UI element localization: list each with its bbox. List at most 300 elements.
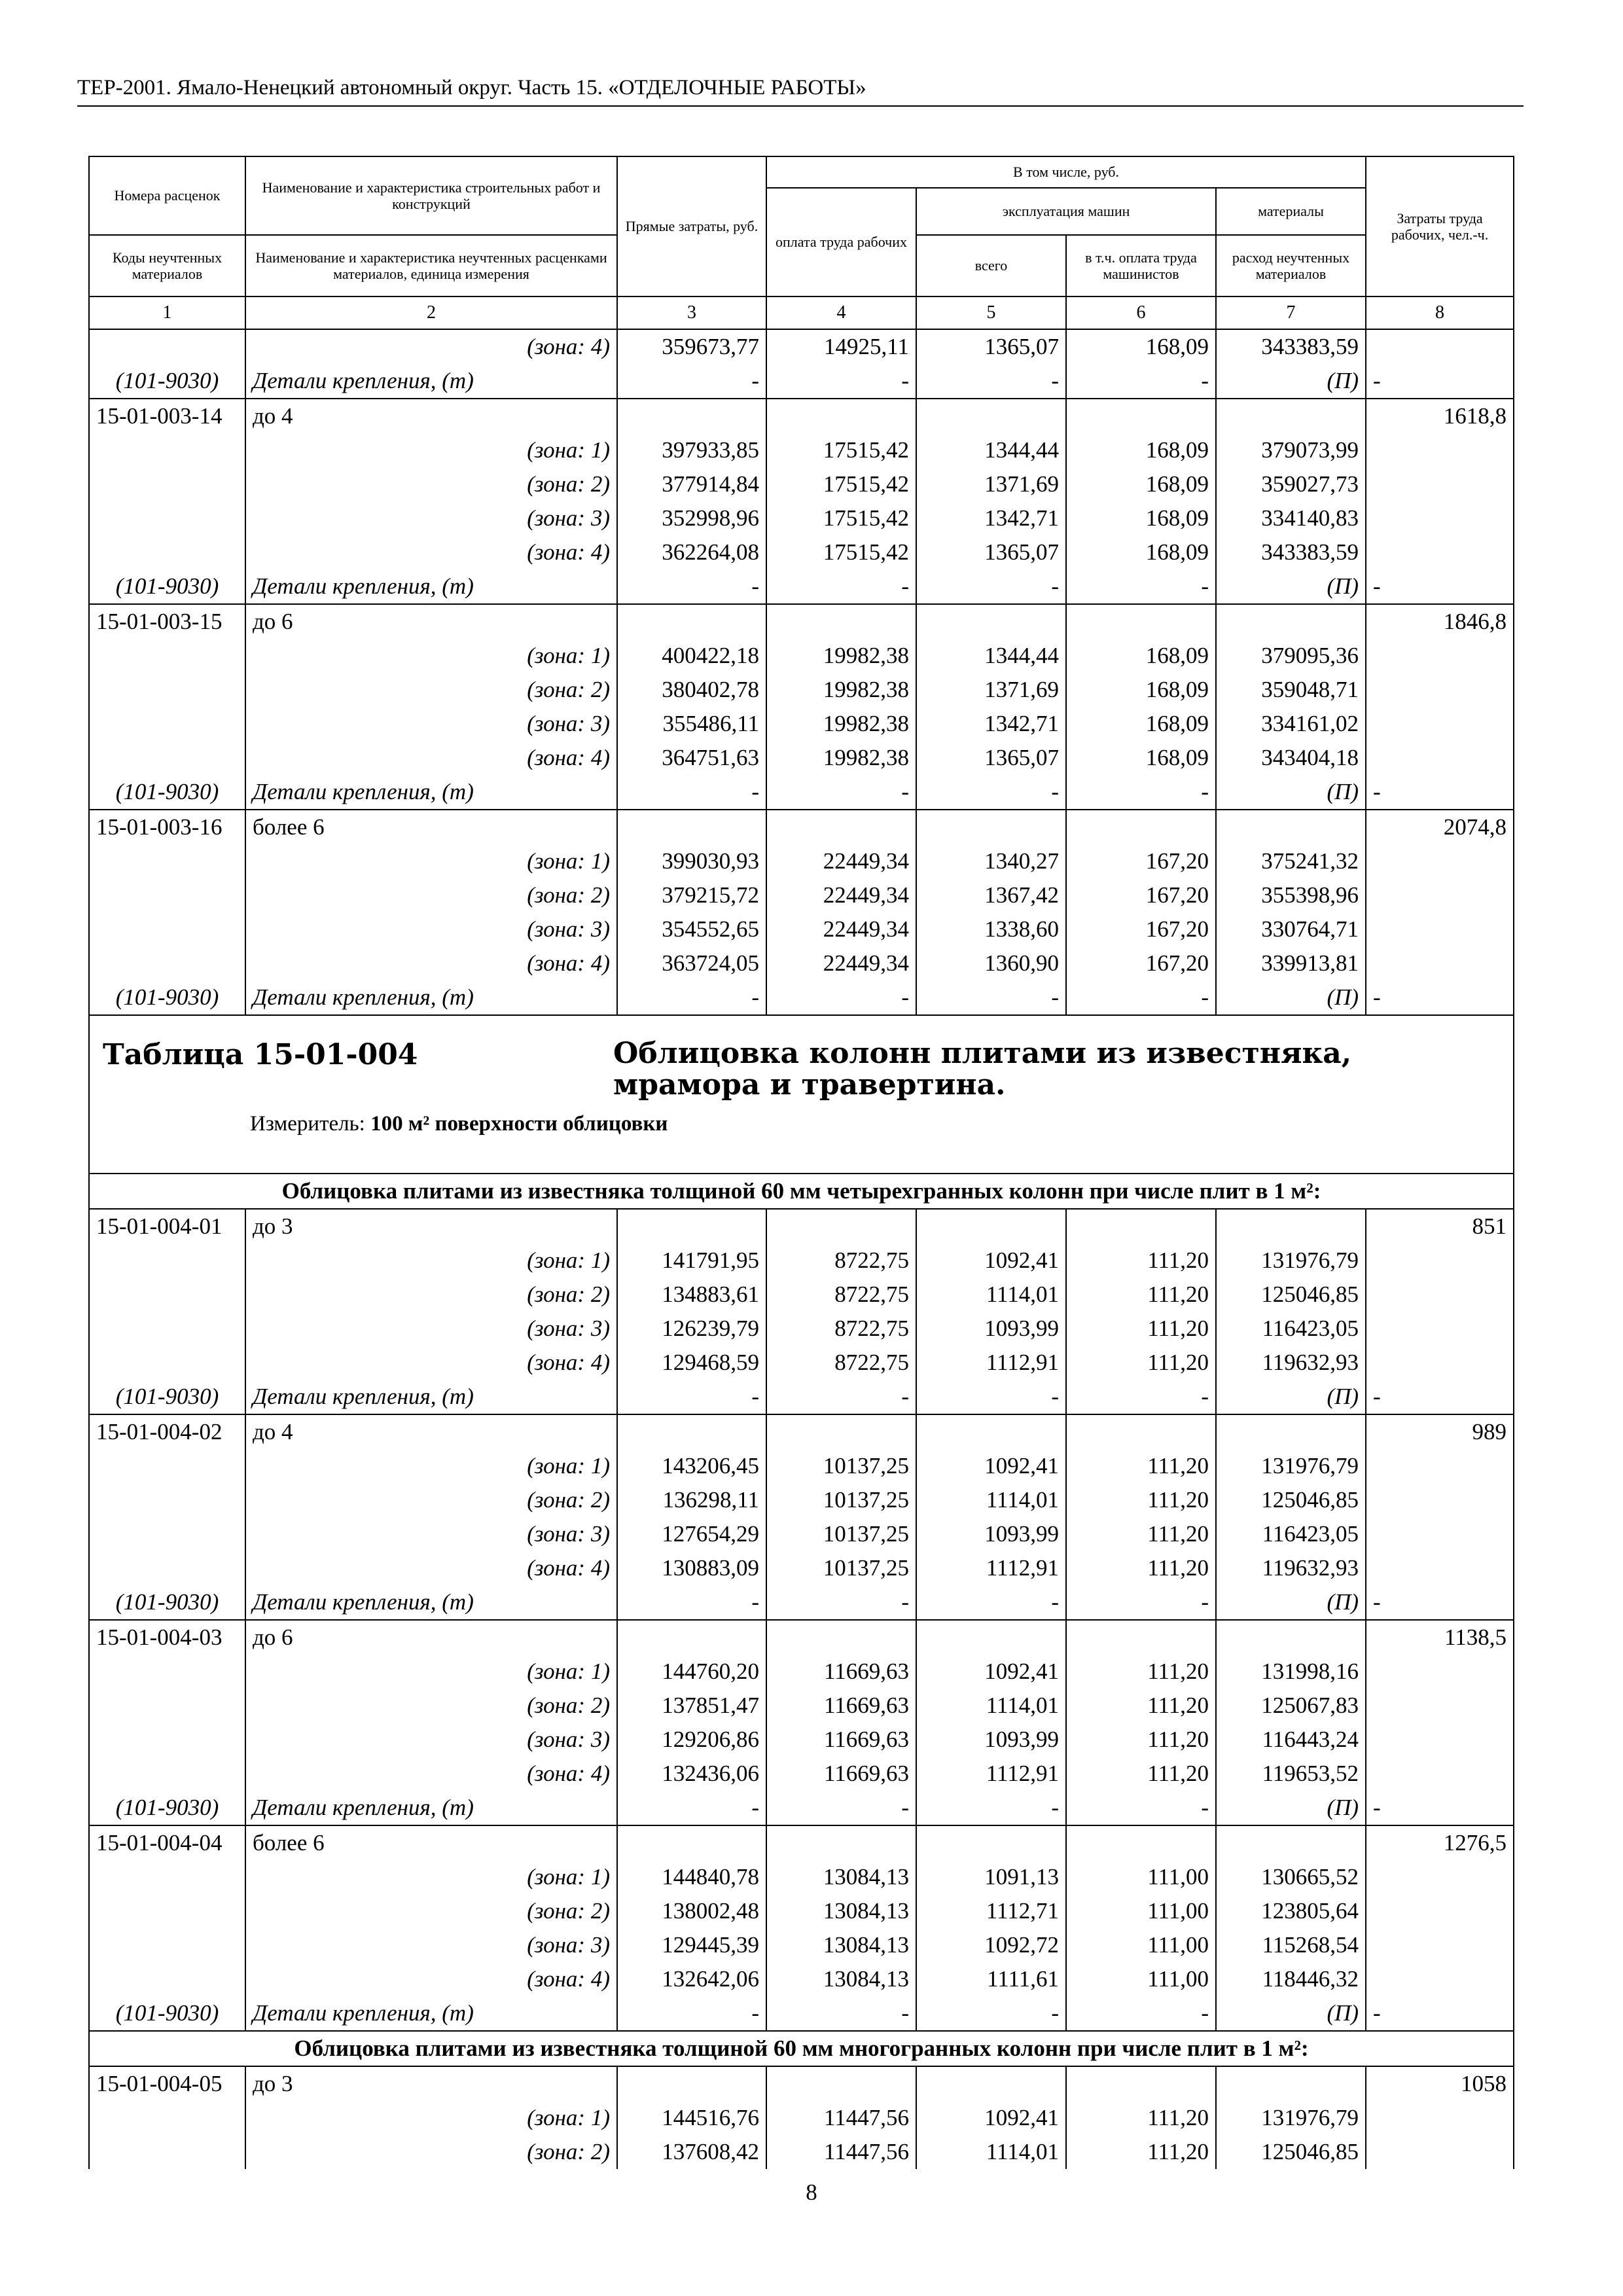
table-row — [89, 844, 1514, 878]
table-title: Облицовка колонн плитами из известняка, мрамора и травертина. — [613, 1037, 1352, 1102]
cell-machinists: 111,20 — [1066, 2101, 1216, 2135]
col-num: 8 — [1366, 296, 1514, 329]
cell-wages: 19982,38 — [766, 673, 916, 707]
cell-direct: 362264,08 — [617, 535, 766, 569]
zone-label: (зона: 2) — [245, 467, 617, 501]
cell-machines: 1112,91 — [916, 1346, 1066, 1380]
cell-direct: 144760,20 — [617, 1655, 766, 1689]
cell-direct: 129206,86 — [617, 1723, 766, 1757]
cell-wages: 13084,13 — [766, 1894, 916, 1928]
col-wages: оплата труда рабочих — [766, 188, 916, 296]
table-row — [89, 1312, 1514, 1346]
cell-materials: 343383,59 — [1216, 329, 1366, 364]
cell-machines: 1360,90 — [916, 946, 1066, 980]
meter-label: Измеритель: — [250, 1111, 365, 1136]
cell-materials: 125046,85 — [1216, 1483, 1366, 1517]
meter-line — [103, 1112, 1500, 1136]
cell-materials: 119653,52 — [1216, 1757, 1366, 1791]
cell-machinists: 168,09 — [1066, 673, 1216, 707]
col-materials: материалы — [1216, 188, 1366, 235]
cell-machinists: 168,09 — [1066, 467, 1216, 501]
col-labor: Затраты труда рабочих, чел.-ч. — [1366, 156, 1514, 296]
rate-labor: 1276,5 — [1366, 1825, 1514, 1860]
cell-machinists: 111,20 — [1066, 1483, 1216, 1517]
cell-wages: 17515,42 — [766, 501, 916, 535]
cell-materials: 375241,32 — [1216, 844, 1366, 878]
table-row — [89, 1278, 1514, 1312]
cell-machinists: 167,20 — [1066, 844, 1216, 878]
material-row — [89, 980, 1514, 1015]
rate-labor: 851 — [1366, 1209, 1514, 1244]
material-code: (101-9030) — [89, 1380, 245, 1414]
cell-wages: 11669,63 — [766, 1689, 916, 1723]
table-row — [89, 878, 1514, 912]
cell-direct: 136298,11 — [617, 1483, 766, 1517]
dash: - — [1366, 1996, 1514, 2031]
dash: - — [1366, 364, 1514, 399]
table-row — [89, 1689, 1514, 1723]
cell-direct: 144516,76 — [617, 2101, 766, 2135]
table-row — [89, 1551, 1514, 1585]
rate-labor: 1846,8 — [1366, 604, 1514, 639]
table-row — [89, 1894, 1514, 1928]
dash: - — [617, 1585, 766, 1620]
cell-materials: 131976,79 — [1216, 1449, 1366, 1483]
col-num: 6 — [1066, 296, 1216, 329]
table-row — [89, 467, 1514, 501]
cell-direct: 127654,29 — [617, 1517, 766, 1551]
table-row — [89, 673, 1514, 707]
cell-materials: 359027,73 — [1216, 467, 1366, 501]
table-row — [89, 1928, 1514, 1962]
cell-machinists: 111,20 — [1066, 1757, 1216, 1791]
cell-machines: 1114,01 — [916, 1483, 1066, 1517]
material-flag: (П) — [1216, 1791, 1366, 1825]
cell-materials: 116443,24 — [1216, 1723, 1366, 1757]
rates-table — [88, 156, 1514, 2169]
cell-materials: 334161,02 — [1216, 707, 1366, 741]
cell-wages: 11447,56 — [766, 2101, 916, 2135]
cell-machines: 1092,41 — [916, 1655, 1066, 1689]
cell-direct: 129445,39 — [617, 1928, 766, 1962]
cell-machinists: 168,09 — [1066, 639, 1216, 673]
cell-machinists: 111,00 — [1066, 1928, 1216, 1962]
rate-row — [89, 604, 1514, 639]
table-row — [89, 741, 1514, 775]
cell-wages: 19982,38 — [766, 707, 916, 741]
table-header — [89, 156, 1514, 329]
cell-direct: 141791,95 — [617, 1244, 766, 1278]
table-title-row — [89, 1015, 1514, 1174]
rate-row — [89, 399, 1514, 433]
rate-name: до 4 — [245, 399, 617, 433]
cell-wages: 8722,75 — [766, 1278, 916, 1312]
cell-machines: 1092,41 — [916, 1449, 1066, 1483]
zone-label: (зона: 2) — [245, 1894, 617, 1928]
col-name-top: Наименование и характеристика строительных работ и конструкций — [245, 156, 617, 235]
cell-materials: 379095,36 — [1216, 639, 1366, 673]
zone-label: (зона: 2) — [245, 1278, 617, 1312]
col-num: 5 — [916, 296, 1066, 329]
dash: - — [916, 1996, 1066, 2031]
zone-label: (зона: 3) — [245, 912, 617, 946]
cell-direct: 399030,93 — [617, 844, 766, 878]
cell-direct: 138002,48 — [617, 1894, 766, 1928]
cell-materials: 119632,93 — [1216, 1551, 1366, 1585]
cell-wages: 17515,42 — [766, 433, 916, 467]
material-row — [89, 1585, 1514, 1620]
cell-machinists: 111,00 — [1066, 1894, 1216, 1928]
dash: - — [766, 775, 916, 810]
rate-name: до 4 — [245, 1414, 617, 1449]
col-machines: эксплуатация машин — [916, 188, 1216, 235]
cell-machines: 1340,27 — [916, 844, 1066, 878]
cell-materials: 125046,85 — [1216, 2135, 1366, 2169]
dash: - — [1066, 980, 1216, 1015]
rate-code: 15-01-003-14 — [89, 399, 245, 433]
cell-machines: 1091,13 — [916, 1860, 1066, 1894]
material-name: Детали крепления, (т) — [245, 1791, 617, 1825]
material-name: Детали крепления, (т) — [245, 980, 617, 1015]
col-incl: В том числе, руб. — [766, 156, 1366, 188]
cell-wages: 13084,13 — [766, 1928, 916, 1962]
cell-machinists: 111,00 — [1066, 1860, 1216, 1894]
cell-wages: 22449,34 — [766, 844, 916, 878]
cell-materials: 355398,96 — [1216, 878, 1366, 912]
table-row — [89, 1449, 1514, 1483]
rate-row — [89, 1414, 1514, 1449]
table-row — [89, 2135, 1514, 2169]
cell-wages: 8722,75 — [766, 1346, 916, 1380]
cell-machinists: 111,20 — [1066, 1312, 1216, 1346]
cell-direct: 129468,59 — [617, 1346, 766, 1380]
dash: - — [766, 1791, 916, 1825]
zone-label: (зона: 3) — [245, 1723, 617, 1757]
col-num: 2 — [245, 296, 617, 329]
cell-machinists: 111,20 — [1066, 1346, 1216, 1380]
zone-label: (зона: 2) — [245, 878, 617, 912]
cell-machinists: 111,20 — [1066, 1517, 1216, 1551]
material-flag: (П) — [1216, 1996, 1366, 2031]
zone-label: (зона: 4) — [245, 741, 617, 775]
dash: - — [617, 980, 766, 1015]
cell-machines: 1093,99 — [916, 1517, 1066, 1551]
material-code: (101-9030) — [89, 1996, 245, 2031]
dash: - — [766, 569, 916, 604]
dash: - — [916, 980, 1066, 1015]
table-row — [89, 1346, 1514, 1380]
table-row — [89, 329, 1514, 364]
col-code-top: Номера расценок — [89, 156, 245, 235]
cell-materials: 116423,05 — [1216, 1312, 1366, 1346]
cell-direct: 379215,72 — [617, 878, 766, 912]
table-row — [89, 1962, 1514, 1996]
material-row — [89, 1996, 1514, 2031]
rate-code: 15-01-004-03 — [89, 1620, 245, 1655]
material-name: Детали крепления, (т) — [245, 1585, 617, 1620]
cell-machinists: 168,09 — [1066, 329, 1216, 364]
cell-materials: 125067,83 — [1216, 1689, 1366, 1723]
cell-machines: 1092,72 — [916, 1928, 1066, 1962]
zone-label: (зона: 3) — [245, 501, 617, 535]
cell-materials: 115268,54 — [1216, 1928, 1366, 1962]
cell-machines: 1112,71 — [916, 1894, 1066, 1928]
table-row — [89, 912, 1514, 946]
zone-label: (зона: 3) — [245, 1312, 617, 1346]
dash: - — [617, 775, 766, 810]
cell-materials: 116423,05 — [1216, 1517, 1366, 1551]
table-row — [89, 1860, 1514, 1894]
cell-materials: 359048,71 — [1216, 673, 1366, 707]
material-name: Детали крепления, (т) — [245, 1380, 617, 1414]
zone-label: (зона: 3) — [245, 707, 617, 741]
zone-label: (зона: 1) — [245, 2101, 617, 2135]
meter-value: 100 м² поверхности облицовки — [370, 1111, 668, 1136]
zone-label: (зона: 4) — [245, 1757, 617, 1791]
rate-name: до 6 — [245, 1620, 617, 1655]
dash: - — [916, 364, 1066, 399]
cell-wages: 10137,25 — [766, 1483, 916, 1517]
subsection-title: Облицовка плитами из известняка толщиной 60 мм многогранных колонн при числе плит в 1 м²: — [89, 2031, 1514, 2066]
dash: - — [1066, 569, 1216, 604]
cell-machines: 1365,07 — [916, 329, 1066, 364]
cell-machines: 1342,71 — [916, 501, 1066, 535]
cell-wages: 13084,13 — [766, 1860, 916, 1894]
cell-direct: 363724,05 — [617, 946, 766, 980]
cell-machinists: 168,09 — [1066, 707, 1216, 741]
col-num: 1 — [89, 296, 245, 329]
dash: - — [617, 1996, 766, 2031]
material-flag: (П) — [1216, 569, 1366, 604]
cell-direct: 130883,09 — [617, 1551, 766, 1585]
col-code-bottom: Коды неучтенных материалов — [89, 235, 245, 296]
table-row — [89, 535, 1514, 569]
col-machinists: в т.ч. оплата труда машинистов — [1066, 235, 1216, 296]
table-id: Таблица 15-01-004 — [103, 1038, 418, 1071]
material-code: (101-9030) — [89, 569, 245, 604]
table-row — [89, 501, 1514, 535]
dash: - — [916, 1380, 1066, 1414]
cell-wages: 11669,63 — [766, 1655, 916, 1689]
cell-materials: 130665,52 — [1216, 1860, 1366, 1894]
dash: - — [1366, 1380, 1514, 1414]
dash: - — [1366, 980, 1514, 1015]
cell-wages: 17515,42 — [766, 467, 916, 501]
cell-materials: 330764,71 — [1216, 912, 1366, 946]
zone-label: (зона: 4) — [245, 535, 617, 569]
material-flag: (П) — [1216, 1585, 1366, 1620]
cell-wages: 10137,25 — [766, 1551, 916, 1585]
zone-label: (зона: 2) — [245, 1483, 617, 1517]
cell-machinists: 111,20 — [1066, 1244, 1216, 1278]
cell-direct: 137851,47 — [617, 1689, 766, 1723]
material-name: Детали крепления, (т) — [245, 364, 617, 399]
cell-machines: 1342,71 — [916, 707, 1066, 741]
rate-code: 15-01-004-01 — [89, 1209, 245, 1244]
dash: - — [1066, 1380, 1216, 1414]
cell-wages: 22449,34 — [766, 912, 916, 946]
cell-machinists: 111,00 — [1066, 1962, 1216, 1996]
cell-machines: 1112,91 — [916, 1757, 1066, 1791]
material-code: (101-9030) — [89, 775, 245, 810]
rate-row — [89, 1620, 1514, 1655]
cell-direct: 134883,61 — [617, 1278, 766, 1312]
cell-materials: 339913,81 — [1216, 946, 1366, 980]
zone-label: (зона: 1) — [245, 639, 617, 673]
material-name: Детали крепления, (т) — [245, 569, 617, 604]
table-row — [89, 2101, 1514, 2135]
col-materials-sub: расход неучтенных материалов — [1216, 235, 1366, 296]
cell-machinists: 111,20 — [1066, 1551, 1216, 1585]
material-flag: (П) — [1216, 980, 1366, 1015]
cell-wages: 19982,38 — [766, 639, 916, 673]
cell-machines: 1365,07 — [916, 535, 1066, 569]
dash: - — [1366, 1585, 1514, 1620]
cell-machines: 1112,91 — [916, 1551, 1066, 1585]
rate-row — [89, 2066, 1514, 2101]
cell-machines: 1114,01 — [916, 2135, 1066, 2169]
table-row — [89, 639, 1514, 673]
cell-materials: 343383,59 — [1216, 535, 1366, 569]
dash: - — [766, 1996, 916, 2031]
cell-machines: 1344,44 — [916, 639, 1066, 673]
rate-code: 15-01-003-16 — [89, 810, 245, 844]
col-machines-total: всего — [916, 235, 1066, 296]
cell-machinists: 111,20 — [1066, 2135, 1216, 2169]
cell-materials: 131976,79 — [1216, 1244, 1366, 1278]
cell-wages: 14925,11 — [766, 329, 916, 364]
cell-wages: 22449,34 — [766, 878, 916, 912]
cell-wages: 11669,63 — [766, 1723, 916, 1757]
cell-materials: 125046,85 — [1216, 1278, 1366, 1312]
table-row — [89, 433, 1514, 467]
zone-label: (зона: 1) — [245, 844, 617, 878]
material-row — [89, 364, 1514, 399]
cell-direct: 132642,06 — [617, 1962, 766, 1996]
rate-row — [89, 810, 1514, 844]
zone-label: (зона: 3) — [245, 1928, 617, 1962]
cell-machines: 1371,69 — [916, 673, 1066, 707]
rate-labor: 989 — [1366, 1414, 1514, 1449]
dash: - — [617, 569, 766, 604]
material-flag: (П) — [1216, 1380, 1366, 1414]
rate-labor: 1138,5 — [1366, 1620, 1514, 1655]
rate-name: более 6 — [245, 810, 617, 844]
cell-wages: 11447,56 — [766, 2135, 916, 2169]
cell-machinists: 111,20 — [1066, 1449, 1216, 1483]
dash: - — [766, 1585, 916, 1620]
cell-direct: 400422,18 — [617, 639, 766, 673]
subsection-heading — [89, 1174, 1514, 1209]
cell-wages: 10137,25 — [766, 1517, 916, 1551]
rate-code: 15-01-004-05 — [89, 2066, 245, 2101]
material-code: (101-9030) — [89, 364, 245, 399]
dash: - — [617, 364, 766, 399]
dash: - — [1366, 569, 1514, 604]
cell-machinists: 167,20 — [1066, 878, 1216, 912]
cell-machines: 1111,61 — [916, 1962, 1066, 1996]
zone-label: (зона: 4) — [245, 329, 617, 364]
cell-wages: 10137,25 — [766, 1449, 916, 1483]
dash: - — [617, 1791, 766, 1825]
cell-materials: 379073,99 — [1216, 433, 1366, 467]
cell-machines: 1344,44 — [916, 433, 1066, 467]
rate-code: 15-01-004-04 — [89, 1825, 245, 1860]
cell-materials: 343404,18 — [1216, 741, 1366, 775]
cell-direct: 377914,84 — [617, 467, 766, 501]
rate-name: до 3 — [245, 1209, 617, 1244]
cell-direct: 126239,79 — [617, 1312, 766, 1346]
dash: - — [916, 569, 1066, 604]
table-row — [89, 707, 1514, 741]
cell-materials: 131976,79 — [1216, 2101, 1366, 2135]
cell-direct: 132436,06 — [617, 1757, 766, 1791]
dash: - — [916, 1585, 1066, 1620]
cell-direct: 397933,85 — [617, 433, 766, 467]
cell-machines: 1093,99 — [916, 1723, 1066, 1757]
page-header: ТЕР-2001. Ямало-Ненецкий автономный округ. Часть 15. «ОТДЕЛОЧНЫЕ РАБОТЫ» — [77, 76, 1524, 107]
col-direct: Прямые затраты, руб. — [617, 156, 766, 296]
zone-label: (зона: 4) — [245, 1962, 617, 1996]
zone-label: (зона: 2) — [245, 2135, 617, 2169]
dash: - — [916, 775, 1066, 810]
table-row — [89, 1517, 1514, 1551]
material-code: (101-9030) — [89, 980, 245, 1015]
material-row — [89, 569, 1514, 604]
page-number: 8 — [806, 2179, 817, 2205]
cell-materials: 334140,83 — [1216, 501, 1366, 535]
cell-machinists: 111,20 — [1066, 1689, 1216, 1723]
table-row — [89, 1483, 1514, 1517]
material-name: Детали крепления, (т) — [245, 775, 617, 810]
cell-machines: 1114,01 — [916, 1689, 1066, 1723]
dash: - — [1066, 1585, 1216, 1620]
cell-materials: 123805,64 — [1216, 1894, 1366, 1928]
subsection-title: Облицовка плитами из известняка толщиной 60 мм четырехгранных колонн при числе плит в 1 м²: — [89, 1174, 1514, 1209]
rate-code: 15-01-003-15 — [89, 604, 245, 639]
cell-machines: 1365,07 — [916, 741, 1066, 775]
zone-label: (зона: 2) — [245, 673, 617, 707]
table-row — [89, 1757, 1514, 1791]
rate-name: более 6 — [245, 1825, 617, 1860]
table-row — [89, 946, 1514, 980]
rate-name: до 6 — [245, 604, 617, 639]
rate-code: 15-01-004-02 — [89, 1414, 245, 1449]
cell-materials: 131998,16 — [1216, 1655, 1366, 1689]
cell-wages: 8722,75 — [766, 1244, 916, 1278]
zone-label: (зона: 2) — [245, 1689, 617, 1723]
cell-direct: 354552,65 — [617, 912, 766, 946]
col-num: 7 — [1216, 296, 1366, 329]
rate-name: до 3 — [245, 2066, 617, 2101]
table-row — [89, 1244, 1514, 1278]
cell-machines: 1338,60 — [916, 912, 1066, 946]
cell-direct: 380402,78 — [617, 673, 766, 707]
cell-direct: 359673,77 — [617, 329, 766, 364]
cell-machines: 1367,42 — [916, 878, 1066, 912]
cell-wages: 11669,63 — [766, 1757, 916, 1791]
dash: - — [1066, 364, 1216, 399]
col-num: 3 — [617, 296, 766, 329]
zone-label: (зона: 1) — [245, 1655, 617, 1689]
material-row — [89, 1380, 1514, 1414]
cell-machinists: 167,20 — [1066, 912, 1216, 946]
rate-row — [89, 1825, 1514, 1860]
cell-machinists: 168,09 — [1066, 741, 1216, 775]
cell-machines: 1114,01 — [916, 1278, 1066, 1312]
material-row — [89, 775, 1514, 810]
rate-labor: 2074,8 — [1366, 810, 1514, 844]
